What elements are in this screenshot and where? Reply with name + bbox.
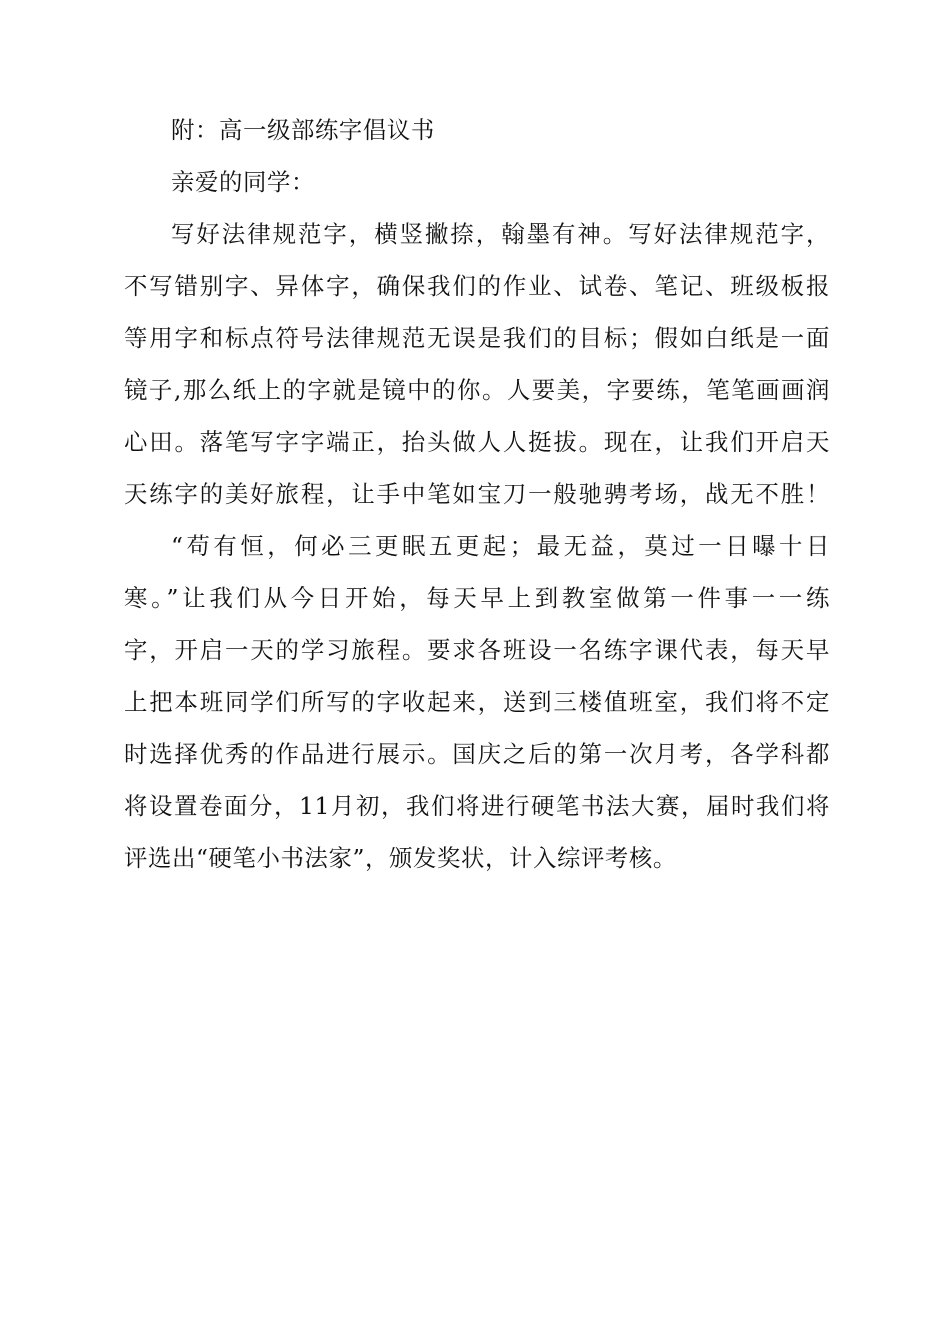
paragraph-line: 等用字和标点符号法律规范无误是我们的目标；假如白纸是一面 — [124, 324, 830, 352]
paragraph-line: 寒。”让我们从今日开始，每天早上到教室做第一件事一一练 — [124, 584, 830, 612]
paragraph-line: “苟有恒，何必三更眠五更起；最无益，莫过一日曝十日 — [171, 532, 830, 560]
paragraph-1 — [124, 208, 830, 520]
document-body — [124, 104, 830, 884]
paragraph-line: 时选择优秀的作品进行展示。国庆之后的第一次月考，各学科都 — [124, 740, 830, 768]
paragraph-line: 将设置卷面分，11月初，我们将进行硬笔书法大赛，届时我们将 — [124, 792, 830, 820]
paragraph-line: 上把本班同学们所写的字收起来，送到三楼值班室，我们将不定 — [124, 688, 830, 716]
paragraph-2 — [124, 520, 830, 884]
paragraph-line: 镜子,那么纸上的字就是镜中的你。人要美，字要练，笔笔画画润 — [124, 376, 830, 404]
paragraph-line: 不写错别字、异体字，确保我们的作业、试卷、笔记、班级板报 — [124, 272, 830, 300]
paragraph-line: 写好法律规范字，横竖撇捺，翰墨有神。写好法律规范字， — [171, 220, 830, 248]
paragraph-line: 评选出“硬笔小书法家”，颁发奖状，计入综评考核。 — [124, 844, 677, 872]
paragraph-line: 天练字的美好旅程，让手中笔如宝刀一般驰骋考场，战无不胜！ — [124, 480, 830, 508]
salutation: 亲爱的同学： — [171, 168, 315, 196]
attachment-title: 附：高一级部练字倡议书 — [171, 116, 435, 144]
paragraph-line: 心田。落笔写字字端正，抬头做人人挺拔。现在，让我们开启天 — [124, 428, 830, 456]
paragraph-line: 字，开启一天的学习旅程。要求各班设一名练字课代表，每天早 — [124, 636, 830, 664]
